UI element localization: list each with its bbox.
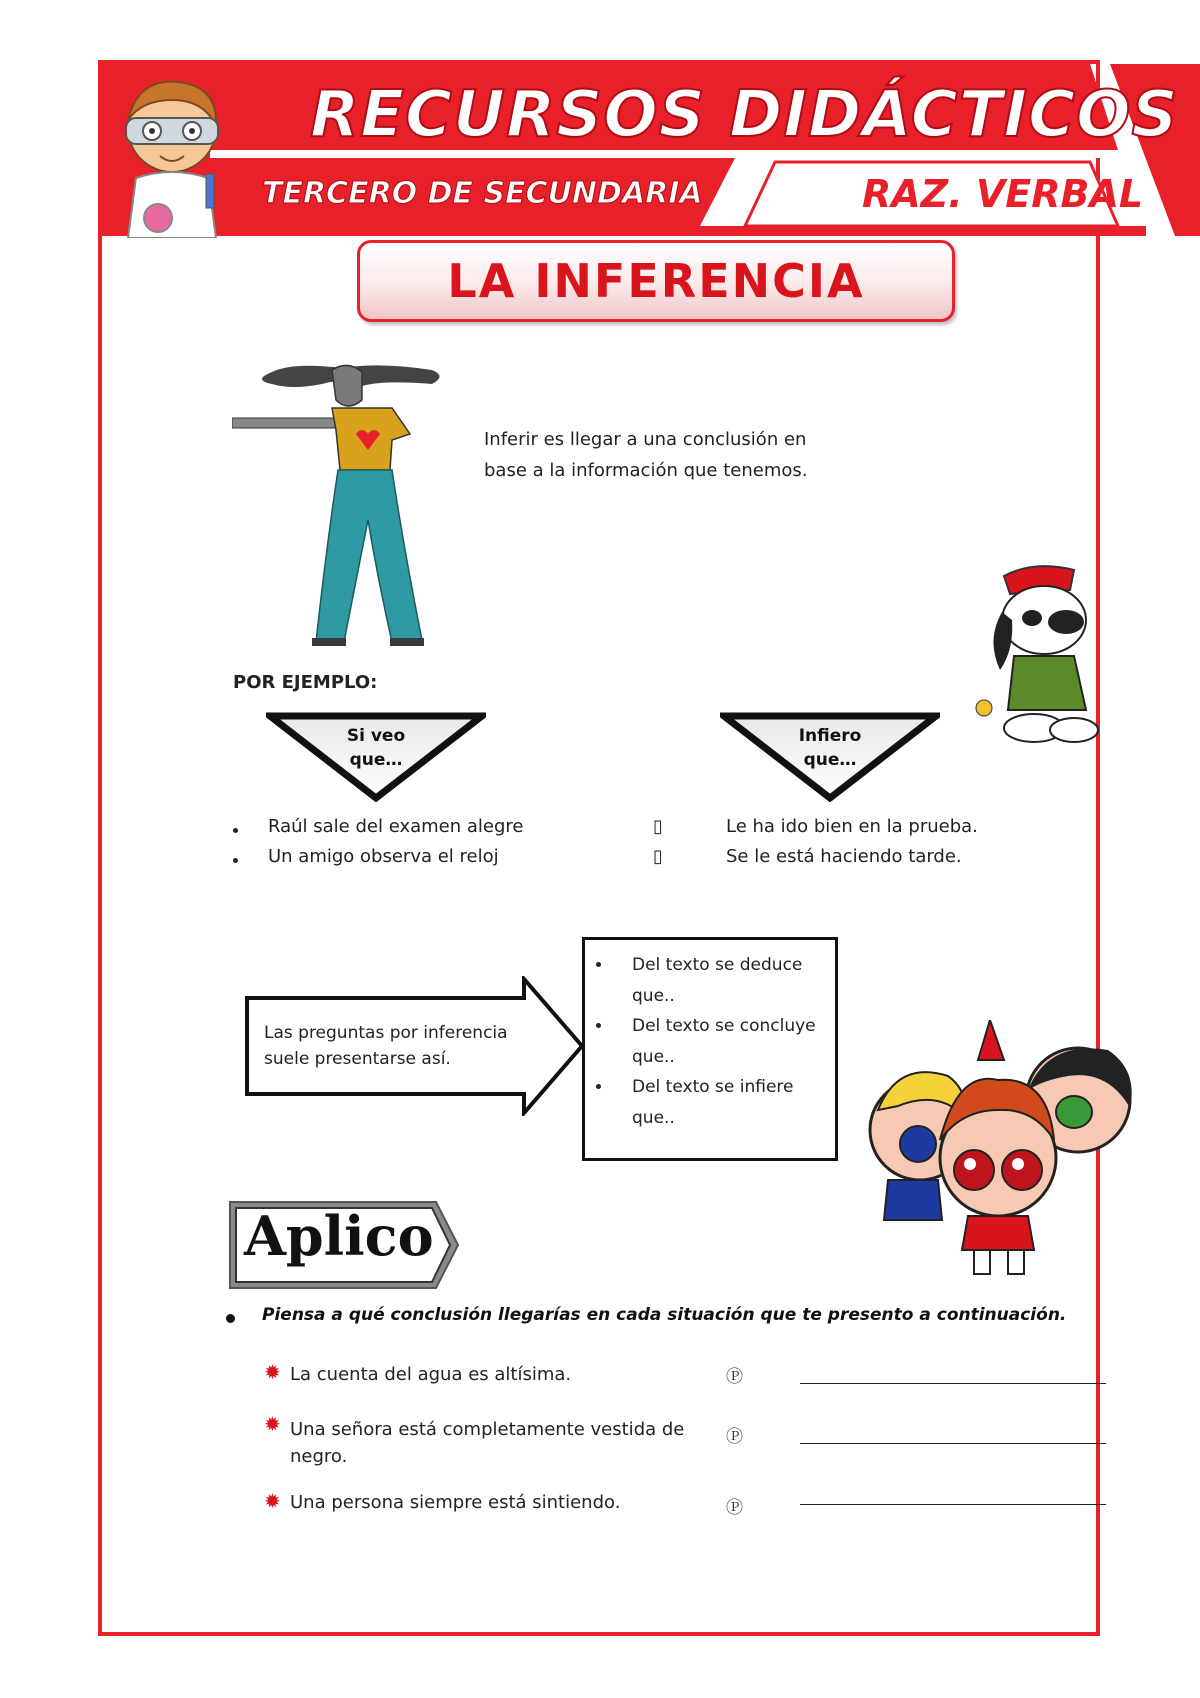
example-heading: POR EJEMPLO: <box>233 672 378 693</box>
pointing-man-illustration <box>232 360 492 650</box>
aplico-item-1: La cuenta del agua es altísima. <box>290 1364 572 1385</box>
left-triangle-label <box>316 724 436 772</box>
box-item-1-line2: que.. <box>632 986 675 1006</box>
right-item-1: Le ha ido bien en la prueba. <box>726 816 978 837</box>
left-item-1: Raúl sale del examen alegre <box>268 816 524 837</box>
header-grade: TERCERO DE SECUNDARIA <box>262 176 703 211</box>
bullet-icon <box>226 1314 235 1323</box>
bullet-icon <box>596 1084 601 1089</box>
right-item-2: Se le está haciendo tarde. <box>726 846 962 867</box>
star-bullet-icon: ✹ <box>264 1412 281 1436</box>
box-item-3-line2: que.. <box>632 1108 675 1128</box>
right-triangle-label <box>770 724 890 772</box>
aplico-item-2 <box>290 1416 684 1470</box>
box-item-3-line1: Del texto se infiere <box>632 1077 794 1097</box>
box-item-1 <box>632 950 802 1012</box>
aplico-item-3: Una persona siempre está sintiendo. <box>290 1492 621 1513</box>
bullet-icon <box>233 828 238 833</box>
header-subject: RAZ. VERBAL <box>862 172 1144 216</box>
aplico-item-2-line2: negro. <box>290 1446 348 1467</box>
arrow-text-line2: suele presentarse así. <box>264 1049 451 1069</box>
answer-line[interactable] <box>800 1504 1106 1505</box>
bullet-icon <box>233 858 238 863</box>
star-bullet-icon: ✹ <box>264 1489 281 1513</box>
definition-text: Inferir es llegar a una conclusión en base a la información que tenemos. <box>484 429 808 481</box>
star-bullet-icon: ✹ <box>264 1360 281 1384</box>
aplico-item-2-line1: Una señora está completamente vestida de <box>290 1419 685 1440</box>
right-marker-icon: ▯ <box>653 816 663 837</box>
answer-line[interactable] <box>800 1383 1106 1384</box>
arrow-text <box>264 1020 508 1072</box>
right-marker-icon: ▯ <box>653 846 663 867</box>
box-item-2-line1: Del texto se concluye <box>632 1016 816 1036</box>
powerpuff-girls-illustration <box>858 1020 1158 1280</box>
page-title-box <box>357 240 955 322</box>
bullet-icon <box>596 1023 601 1028</box>
aplico-badge: Aplico <box>244 1204 434 1268</box>
left-label-line2: que… <box>349 750 403 770</box>
scientist-kid-icon <box>108 70 238 238</box>
left-item-2: Un amigo observa el reloj <box>268 846 499 867</box>
pointer-marker-icon: Ⓟ <box>726 1427 743 1447</box>
pointer-marker-icon: Ⓟ <box>726 1367 743 1387</box>
arrow-text-line1: Las preguntas por inferencia <box>264 1023 508 1043</box>
bullet-icon <box>596 962 601 967</box>
page-title: LA INFERENCIA <box>447 254 865 308</box>
box-item-2 <box>632 1011 816 1073</box>
header-title: RECURSOS DIDÁCTICOS <box>310 78 1179 152</box>
pointer-marker-icon: Ⓟ <box>726 1498 743 1518</box>
box-item-2-line2: que.. <box>632 1047 675 1067</box>
left-label-line1: Si veo <box>346 726 406 746</box>
answer-line[interactable] <box>800 1443 1106 1444</box>
right-label-line1: Infiero <box>798 726 862 746</box>
box-item-1-line1: Del texto se deduce <box>632 955 803 975</box>
aplico-instruction: Piensa a qué conclusión llegarías en cada situación que te presento a continuación. <box>262 1305 1067 1325</box>
box-item-3 <box>632 1072 794 1134</box>
right-label-line2: que… <box>803 750 857 770</box>
snoopy-illustration <box>974 560 1124 750</box>
